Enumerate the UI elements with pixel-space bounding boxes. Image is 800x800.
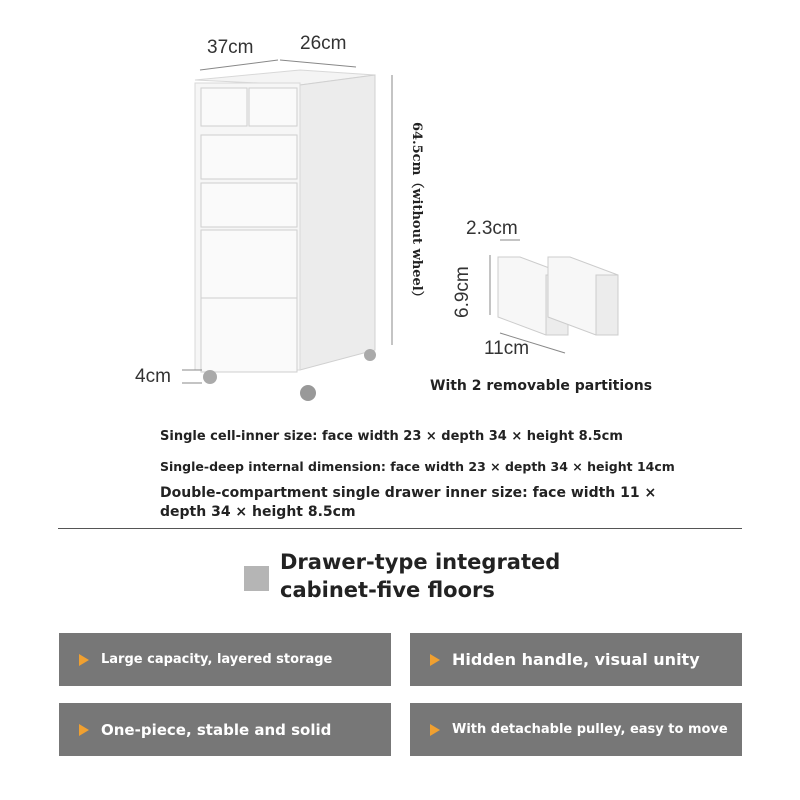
height-dimension: 64.5cm（without wheel） xyxy=(409,122,424,304)
partition-caption: With 2 removable partitions xyxy=(430,378,653,394)
partition-thickness: 2.3cm xyxy=(466,218,518,239)
title-line-2: cabinet-five floors xyxy=(280,578,495,602)
partition-height: 6.9cm xyxy=(452,266,473,318)
partitions-illustration xyxy=(480,235,640,355)
feature-box-pulley xyxy=(410,703,742,756)
spec-line-3b: depth 34 × height 8.5cm xyxy=(160,504,356,520)
feature-label: Hidden handle, visual unity xyxy=(452,650,700,669)
title-line-1: Drawer-type integrated xyxy=(280,550,561,574)
arrow-icon xyxy=(430,724,440,736)
feature-label: Large capacity, layered storage xyxy=(101,652,333,667)
arrow-icon xyxy=(430,654,440,666)
arrow-icon xyxy=(79,654,89,666)
feature-box-capacity xyxy=(59,633,391,686)
feature-label: With detachable pulley, easy to move xyxy=(452,722,728,737)
width-dimension: 26cm xyxy=(300,33,347,54)
wheel-dimension: 4cm xyxy=(135,366,171,387)
product-title xyxy=(280,548,560,604)
spec-line-2: Single-deep internal dimension: face width 23 × depth 34 × height 14cm xyxy=(160,459,675,474)
feature-label: One-piece, stable and solid xyxy=(101,720,332,739)
feature-box-handle xyxy=(410,633,742,686)
cabinet-illustration xyxy=(180,55,400,410)
depth-dimension: 37cm xyxy=(207,37,254,58)
partition-length: 11cm xyxy=(484,338,530,359)
spec-line-1: Single cell-inner size: face width 23 × depth 34 × height 8.5cm xyxy=(160,429,623,444)
spec-line-3a: Double-compartment single drawer inner size: face width 11 × xyxy=(160,485,657,501)
feature-box-stable xyxy=(59,703,391,756)
title-marker xyxy=(244,566,269,591)
arrow-icon xyxy=(79,724,89,736)
section-divider xyxy=(58,528,742,529)
